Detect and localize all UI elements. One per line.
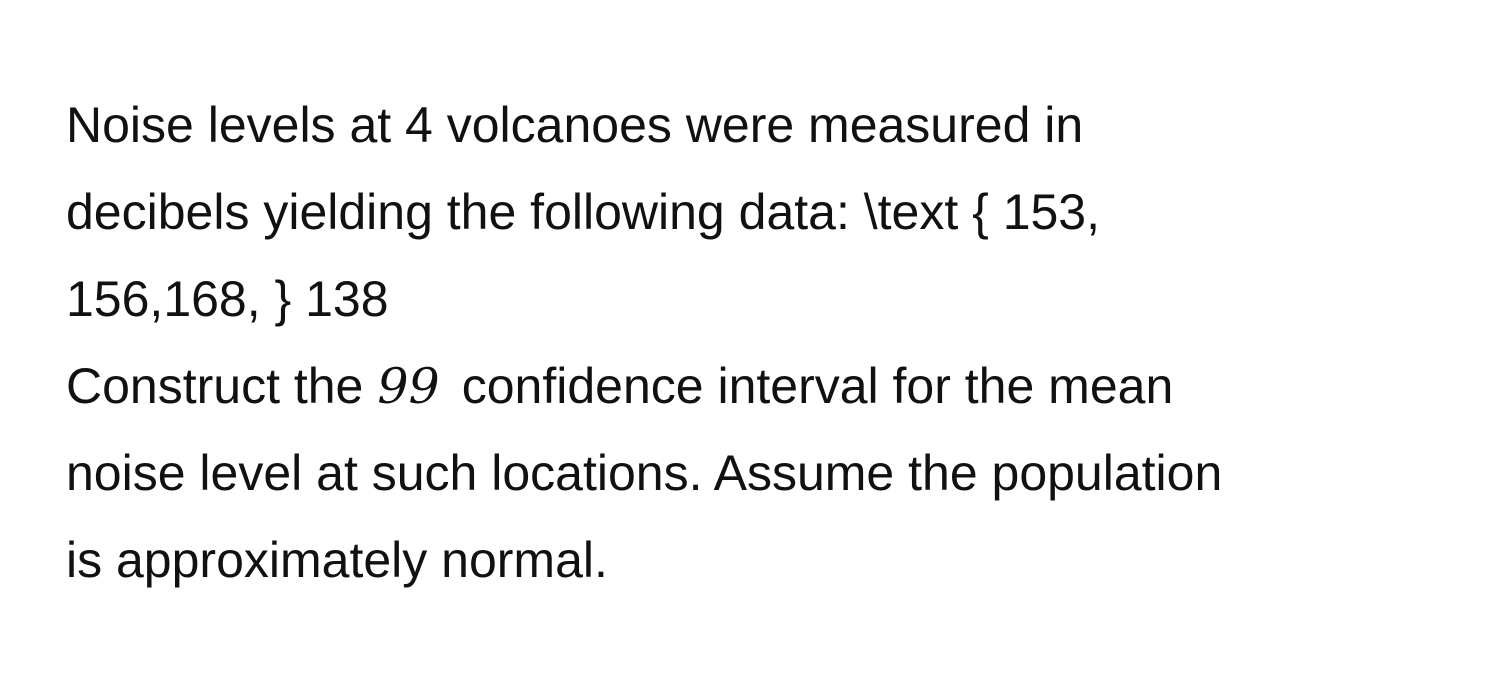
confidence-level-math: 99 xyxy=(377,358,440,415)
question-line-3: 156,168, } 138 xyxy=(66,271,389,327)
question-line-1: Noise levels at 4 volcanoes were measured in xyxy=(66,97,1084,153)
question-text xyxy=(66,82,1446,604)
question-line-4-end: confidence interval for the mean xyxy=(461,358,1174,414)
question-line-5: noise level at such locations. Assume the population xyxy=(66,445,1223,501)
question-line-4-start: Construct the xyxy=(66,358,364,414)
question-line-4 xyxy=(66,343,1446,430)
question-line-6: is approximately normal. xyxy=(66,532,608,588)
question-line-2: decibels yielding the following data: \text { 153, xyxy=(66,184,1101,240)
